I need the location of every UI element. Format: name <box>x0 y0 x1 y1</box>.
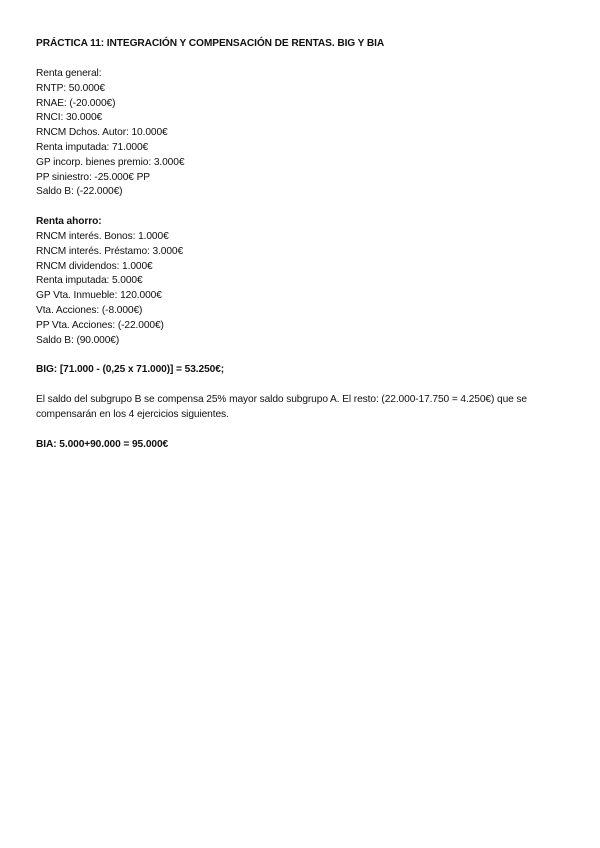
renta-ahorro-section <box>36 215 576 348</box>
document-title: PRÁCTICA 11: INTEGRACIÓN Y COMPENSACIÓN DE RENTAS. BIG Y BIA <box>36 38 385 49</box>
document-page <box>36 37 576 453</box>
renta-general-section <box>36 67 576 200</box>
renta-ahorro-line: PP Vta. Acciones: (-22.000€) <box>36 319 164 331</box>
spacer <box>36 378 576 393</box>
spacer <box>36 348 576 363</box>
renta-ahorro-line: RNCM dividendos: 1.000€ <box>36 260 153 272</box>
renta-general-line: RNCM Dchos. Autor: 10.000€ <box>36 127 168 139</box>
renta-ahorro-line: RNCM interés. Préstamo: 3.000€ <box>36 245 184 257</box>
spacer <box>36 200 576 215</box>
renta-general-heading: Renta general: <box>36 68 102 79</box>
renta-general-line: Saldo B: (-22.000€) <box>36 186 123 198</box>
renta-ahorro-line: Vta. Acciones: (-8.000€) <box>36 304 143 316</box>
renta-general-line: RNAE: (-20.000€) <box>36 97 116 109</box>
big-result: BIG: [71.000 - (0,25 x 71.000)] = 53.250€; <box>36 364 225 376</box>
renta-ahorro-line: RNCM interés. Bonos: 1.000€ <box>36 230 169 242</box>
renta-ahorro-heading: Renta ahorro: <box>36 216 102 228</box>
renta-ahorro-line: Renta imputada: 5.000€ <box>36 275 143 287</box>
renta-general-line: PP siniestro: -25.000€ PP <box>36 171 150 183</box>
bia-result: BIA: 5.000+90.000 = 95.000€ <box>36 438 169 450</box>
compensation-note: El saldo del subgrupo B se compensa 25% mayor saldo subgrupo A. El resto: (22.000-17.750 = 4.250€) que se compensarán en los 4 ejercicios siguientes. <box>36 394 527 420</box>
renta-general-line: Renta imputada: 71.000€ <box>36 141 149 153</box>
renta-general-line: RNTP: 50.000€ <box>36 82 105 94</box>
spacer <box>36 423 576 438</box>
renta-ahorro-line: GP Vta. Inmueble: 120.000€ <box>36 290 162 302</box>
spacer <box>36 52 576 67</box>
renta-general-line: GP incorp. bienes premio: 3.000€ <box>36 156 185 168</box>
renta-general-line: RNCI: 30.000€ <box>36 112 103 124</box>
renta-ahorro-line: Saldo B: (90.000€) <box>36 334 120 346</box>
